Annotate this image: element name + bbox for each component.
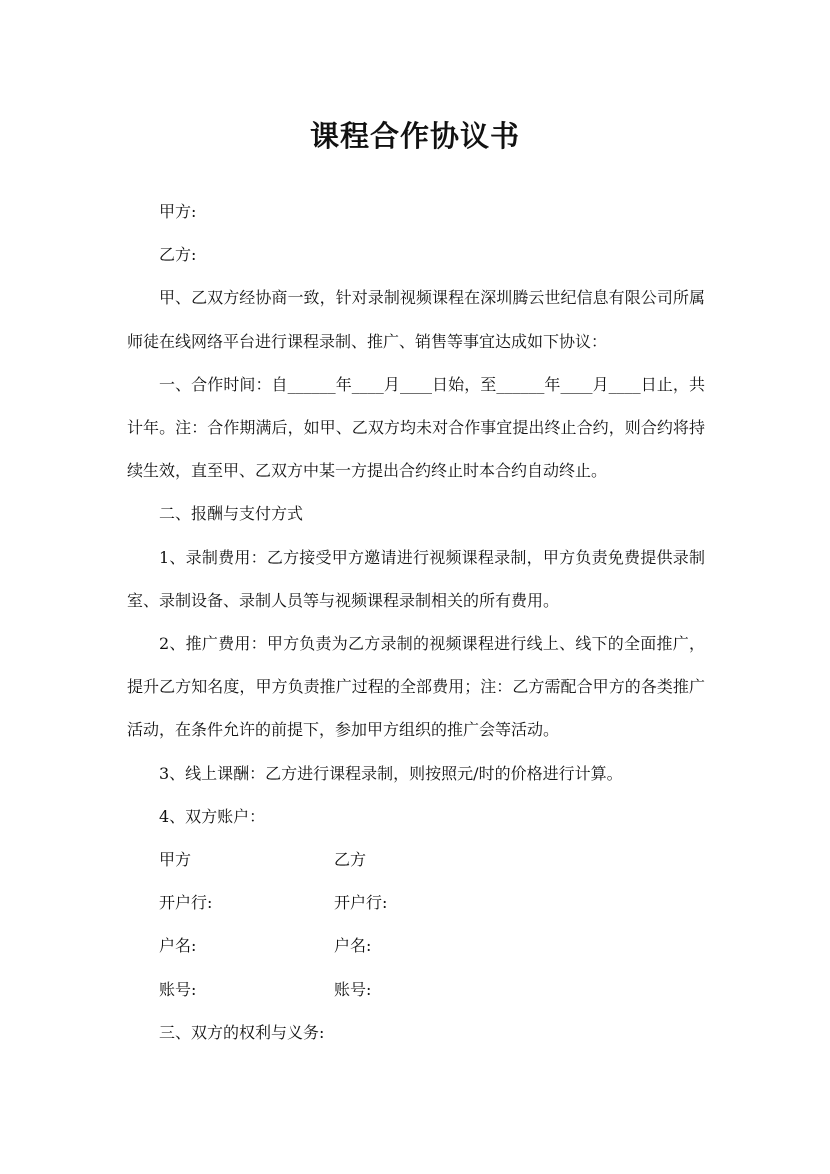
- account-cell: 甲方: [159, 850, 192, 870]
- document-body: [127, 190, 705, 1054]
- account-cell: 账号:: [159, 979, 197, 999]
- account-row: [127, 924, 705, 967]
- online-fee-paragraph: 3、线上课酬：乙方进行课程录制，则按照元/时的价格进行计算。: [159, 763, 623, 783]
- intro-paragraph: 甲、乙双方经协商一致，针对录制视频课程在深圳腾云世纪信息有限公司所属师徒在线网络平台进行课程录制、推广、销售等事宜达成如下协议：: [127, 288, 705, 351]
- party-b-line: 乙方:: [159, 245, 197, 265]
- promotion-fee-paragraph: 2、推广费用：甲方负责为乙方录制的视频课程进行线上、线下的全面推广，提升乙方知名度，甲方负责推广过程的全部费用；注：乙方需配合甲方的各类推广活动，在条件允许的前提下，参加甲方组织的推广会等活动。: [127, 634, 705, 740]
- account-cell: 乙方: [334, 850, 367, 870]
- party-a-line: 甲方:: [159, 202, 197, 221]
- account-row: [127, 838, 705, 881]
- account-cell: 开户行:: [159, 893, 213, 913]
- document-title: 课程合作协议书: [309, 119, 520, 153]
- accounts-heading: 4、双方账户：: [159, 806, 266, 826]
- section-2-heading: 二、报酬与支付方式: [159, 504, 304, 524]
- recording-fee-paragraph: 1、录制费用：乙方接受甲方邀请进行视频课程录制，甲方负责免费提供录制室、录制设备、录制人员等与视频课程录制相关的所有费用。: [127, 547, 705, 610]
- account-cell: 户名:: [159, 936, 197, 956]
- account-row: [127, 968, 705, 1011]
- section-3-heading: 三、双方的权利与义务:: [159, 1022, 325, 1042]
- account-cell: 开户行:: [334, 893, 388, 913]
- account-cell: 户名:: [334, 936, 372, 956]
- account-cell: 账号:: [334, 979, 372, 999]
- account-row: [127, 881, 705, 924]
- cooperation-term-paragraph: 一、合作时间：自______年____月____日始，至______年____月____日止，共计年。注：合作期满后，如甲、乙双方均未对合作事宜提出终止合约，则合约将持续生效，直至甲、乙双方中某一方提出合约终止时本合约自动终止。: [127, 374, 705, 481]
